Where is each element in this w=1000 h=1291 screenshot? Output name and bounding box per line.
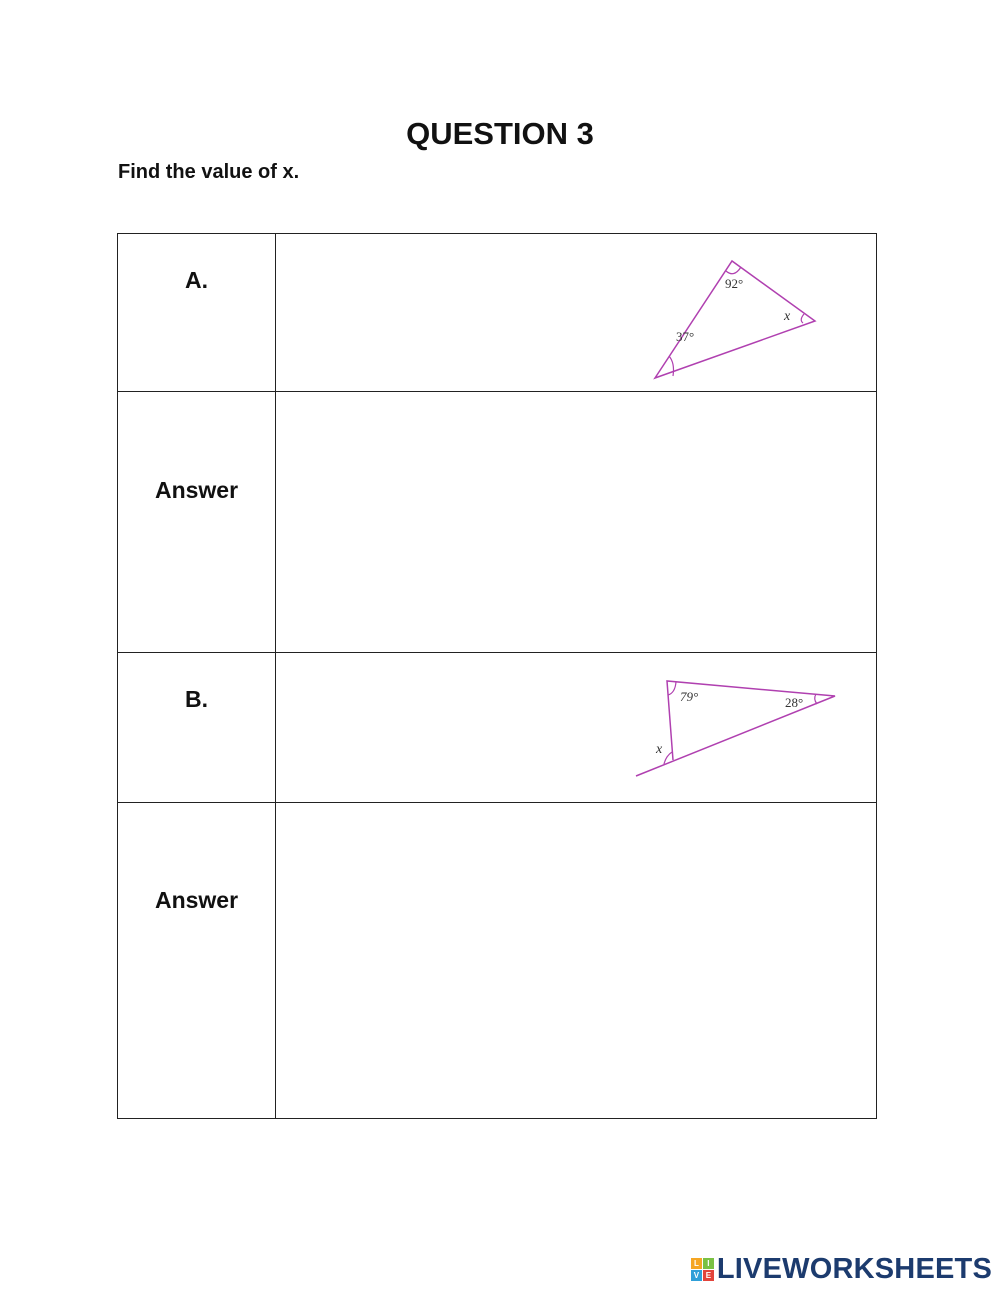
diagram-cell-b xyxy=(276,653,877,803)
logo-tile-v: V xyxy=(691,1270,702,1281)
row-label-b: B. xyxy=(118,653,276,803)
logo-tile-e: E xyxy=(703,1270,714,1281)
liveworksheets-logo-icon xyxy=(691,1258,714,1281)
triangle-b xyxy=(636,681,835,776)
answer-row-a xyxy=(118,392,877,653)
question-row-b xyxy=(118,653,877,803)
triangle-a-diagram xyxy=(276,234,877,392)
instruction-text: Find the value of x. xyxy=(118,161,300,183)
logo-tile-l: L xyxy=(691,1258,702,1269)
angle-arc-b-top xyxy=(668,682,676,695)
angle-label-a-right: x xyxy=(784,309,791,324)
answer-row-b xyxy=(118,803,877,1119)
angle-label-a-top: 92° xyxy=(725,276,744,291)
angle-label-b-exterior: x xyxy=(656,742,663,757)
angle-label-b-right: 28° xyxy=(785,695,804,710)
brand-name: LIVEWORKSHEETS xyxy=(716,1253,992,1285)
answer-field-b[interactable] xyxy=(276,803,877,1119)
row-label-a: A. xyxy=(118,234,276,392)
answer-label-a: Answer xyxy=(118,392,276,653)
page-title: QUESTION 3 xyxy=(406,116,594,151)
angle-label-b-top: 79° xyxy=(680,689,699,704)
angle-arc-b-right xyxy=(815,694,817,704)
angle-arc-a-right xyxy=(801,314,804,323)
angle-label-a-left: 37° xyxy=(676,329,695,344)
answer-field-a[interactable] xyxy=(276,392,877,653)
diagram-cell-a xyxy=(276,234,877,392)
question-table xyxy=(117,233,877,1119)
question-row-a xyxy=(118,234,877,392)
answer-label-b: Answer xyxy=(118,803,276,1119)
liveworksheets-footer xyxy=(691,1253,992,1286)
logo-tile-i: I xyxy=(703,1258,714,1269)
triangle-b-diagram xyxy=(276,653,877,803)
